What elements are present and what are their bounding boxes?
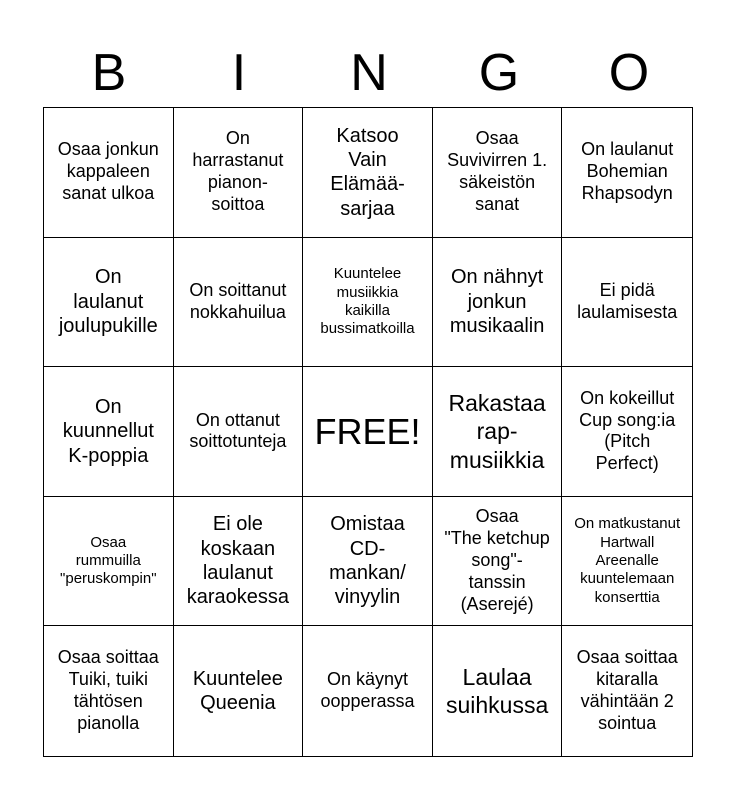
bingo-cell[interactable]: Osaa soittaa Tuiki, tuiki tähtösen pianolla <box>44 626 174 756</box>
bingo-cell[interactable]: On laulanut joulupukille <box>44 238 174 368</box>
bingo-cell[interactable]: On soittanut nokkahuilua <box>174 238 304 368</box>
bingo-cell[interactable]: Osaa jonkun kappaleen sanat ulkoa <box>44 108 174 238</box>
header-letter-g: G <box>478 44 520 102</box>
bingo-cell[interactable]: On harrastanut pianon- soittoa <box>174 108 304 238</box>
bingo-cell[interactable]: On kokeillut Cup song:ia (Pitch Perfect) <box>562 367 692 497</box>
bingo-cell[interactable]: Katsoo Vain Elämää- sarjaa <box>303 108 433 238</box>
bingo-grid <box>43 107 693 757</box>
free-space-cell[interactable]: FREE! <box>303 367 433 497</box>
header-letter-b: B <box>91 44 127 102</box>
header-letter-i: I <box>231 44 247 102</box>
bingo-cell[interactable]: On matkustanut Hartwall Areenalle kuuntelemaan konserttia <box>562 497 692 627</box>
bingo-cell[interactable]: Kuuntelee musiikkia kaikilla bussimatkoilla <box>303 238 433 368</box>
bingo-cell[interactable]: On laulanut Bohemian Rhapsodyn <box>562 108 692 238</box>
bingo-cell[interactable]: Osaa "The ketchup song"- tanssin (Aserejé) <box>433 497 563 627</box>
header-letter-n: N <box>350 44 388 102</box>
bingo-cell[interactable]: Rakastaa rap- musiikkia <box>433 367 563 497</box>
bingo-cell[interactable]: Osaa soittaa kitaralla vähintään 2 sointua <box>576 647 678 734</box>
bingo-cell[interactable]: Ei ole koskaan laulanut karaokessa <box>174 497 304 627</box>
bingo-cell[interactable]: On nähnyt jonkun musikaalin <box>433 238 563 368</box>
bingo-cell[interactable]: Kuuntelee Queenia <box>174 626 304 756</box>
bingo-cell[interactable]: Omistaa CD- mankan/ vinyylin <box>303 497 433 627</box>
header-letter-o: O <box>608 44 650 102</box>
bingo-cell[interactable]: On ottanut soittotunteja <box>174 367 304 497</box>
bingo-header <box>44 42 694 104</box>
bingo-cell[interactable]: Osaa Suvivirren 1. säkeistön sanat <box>433 108 563 238</box>
bingo-cell[interactable]: Laulaa suihkussa <box>433 626 563 756</box>
bingo-cell[interactable]: Osaa rummuilla "peruskompin" <box>44 497 174 627</box>
bingo-cell[interactable]: On kuunnellut K-poppia <box>44 367 174 497</box>
bingo-cell[interactable]: Ei pidä laulamisesta <box>562 238 692 368</box>
bingo-cell[interactable]: On käynyt oopperassa <box>303 626 433 756</box>
